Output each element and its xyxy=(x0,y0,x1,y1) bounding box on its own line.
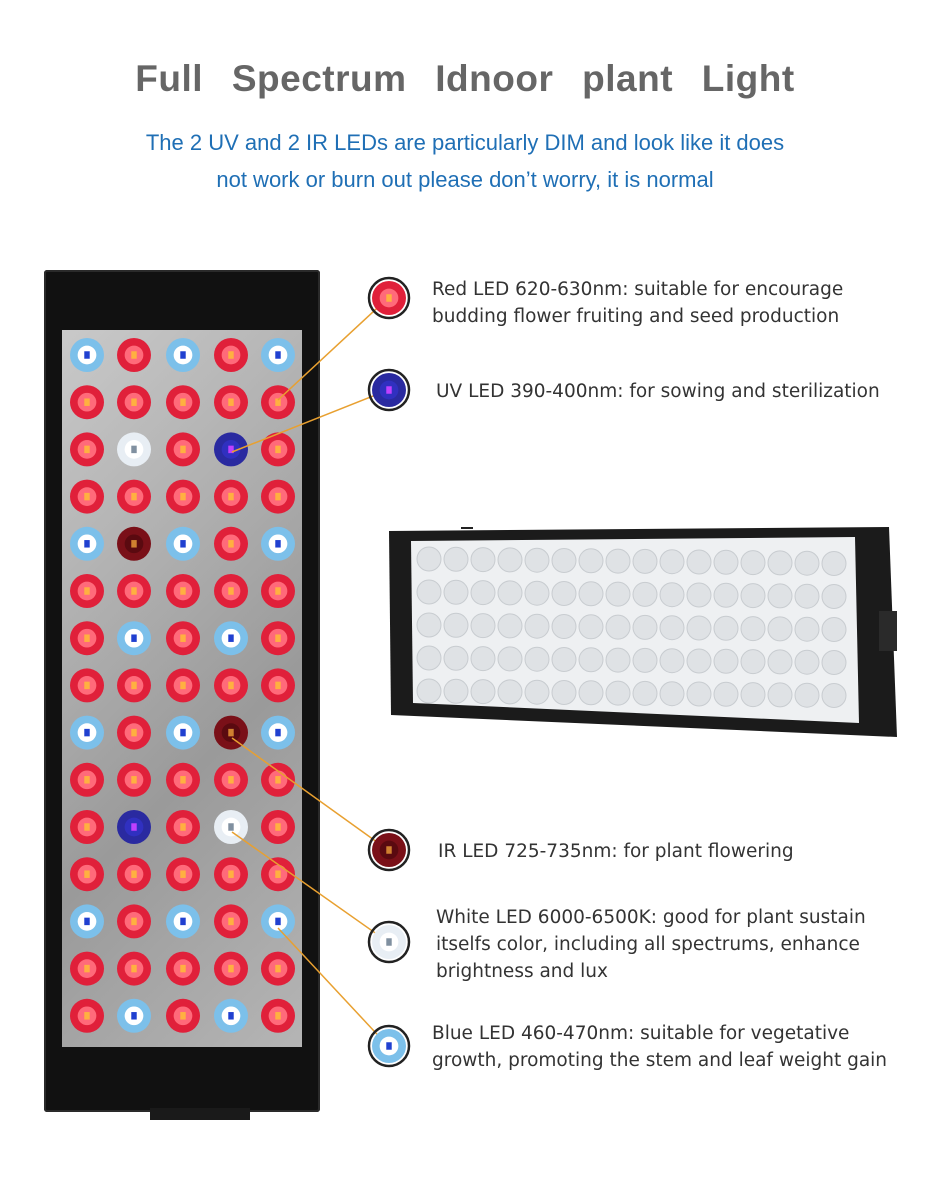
red-led-badge xyxy=(372,281,406,315)
callout-ir-line-1: IR LED 725-735nm: for plant flowering xyxy=(438,841,794,862)
blue-led-badge xyxy=(372,1029,406,1063)
leader-blue xyxy=(278,928,388,1046)
leader-ir xyxy=(232,738,388,850)
callout-red-led xyxy=(432,276,843,330)
callout-red-line-1: Red LED 620-630nm: suitable for encourage xyxy=(432,279,844,300)
ir-led-badge xyxy=(372,833,406,867)
callout-blue-led xyxy=(432,1020,887,1074)
uv-led-badge xyxy=(372,373,406,407)
notice-line-1: The 2 UV and 2 IR LEDs are particularly DIM and look like it does xyxy=(145,130,785,155)
leader-red xyxy=(278,298,388,400)
leader-uv xyxy=(232,390,388,452)
callout-blue-line-1: Blue LED 460-470nm: suitable for vegetative xyxy=(432,1023,850,1044)
callout-blue-line-2: growth, promoting the stem and leaf weight gain xyxy=(432,1050,888,1071)
callout-white-line-2: itselfs color, including all spectrums, enhance xyxy=(436,934,860,955)
callout-uv-led xyxy=(436,378,880,405)
callout-white-led xyxy=(436,904,866,985)
white-led-badge xyxy=(372,925,406,959)
callout-ir-led xyxy=(438,838,794,865)
page-title: Full Spectrum Idnoor plant Light xyxy=(135,58,795,99)
callout-white-line-3: brightness and lux xyxy=(436,961,608,982)
callout-white-line-1: White LED 6000-6500K: good for plant sustain xyxy=(436,907,866,928)
notice-line-2: not work or burn out please don’t worry, it is normal xyxy=(216,167,714,192)
callout-uv-line-1: UV LED 390-400nm: for sowing and sterilization xyxy=(436,381,880,402)
callout-red-line-2: budding flower fruiting and seed production xyxy=(432,306,840,327)
leader-white xyxy=(232,832,388,942)
